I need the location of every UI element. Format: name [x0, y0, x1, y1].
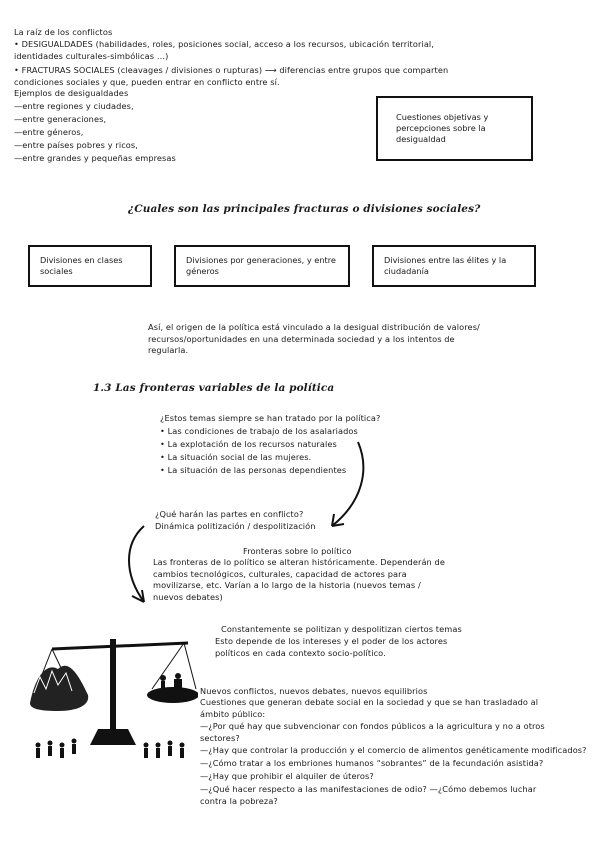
frontiers-text: Las fronteras de lo político se alteran históricamente. Dependerán de cambios tecnológicos, culturales, capacidad de actores para movilizarse, etc. Varían a lo largo de la historia (nuevos temas / nuevos debates) — [153, 557, 445, 602]
debate-question: —¿Cómo tratar a los embriones humanos “sobrantes” de la fecundación asistida? — [200, 758, 544, 768]
bullet-fracturas-line2: condiciones sociales y que, pueden entrar en conflicto entre sí. — [14, 77, 280, 87]
constant-text: Esto depende de los intereses y el poder de los actores políticos en cada contexto socio-político. — [215, 636, 448, 658]
fracture-box-text: Divisiones entre las élites y la ciudadanía — [384, 255, 507, 276]
section-13-heading: 1.3 Las fronteras variables de la política — [93, 382, 335, 394]
example-item: —entre países pobres y ricos, — [14, 140, 138, 150]
fracture-box-text: Divisiones por generaciones, y entre géneros — [186, 255, 336, 276]
topic-bullet: • La explotación de los recursos naturales — [160, 439, 337, 449]
debate-question: —¿Hay que controlar la producción y el comercio de alimentos genéticamente modificados? — [200, 745, 587, 755]
origin-note: Así, el origen de la política está vinculado a la desigual distribución de valores/ recursos/oportunidades en una determinada sociedad y a los intentos de regularla. — [148, 322, 480, 356]
topic-bullet: • La situación de las personas dependientes — [160, 465, 347, 475]
debate-question: —¿Qué hacer respecto a las manifestaciones de odio? —¿Cómo debemos luchar contra la pobreza? — [200, 784, 537, 806]
fracture-box-classes — [28, 245, 152, 287]
example-item: —entre grandes y pequeñas empresas — [14, 153, 176, 163]
fracture-box-elites — [372, 245, 536, 287]
new-conflicts-title: Nuevos conflictos, nuevos debates, nuevos equilibrios — [200, 686, 428, 696]
parties-answer: Dinámica politización / despolitización — [155, 521, 316, 531]
constant-title: Constantemente se politizan y despolitizan ciertos temas — [221, 624, 462, 634]
topic-bullet: • La situación social de las mujeres. — [160, 452, 312, 462]
bullet-fracturas-line1: • FRACTURAS SOCIALES (cleavages / divisiones o rupturas) ⟶ diferencias entre grupos que comparten — [14, 65, 449, 75]
example-item: —entre generaciones, — [14, 114, 107, 124]
section-title: La raíz de los conflictos — [14, 27, 113, 37]
debate-question: —¿Hay que prohibir el alquiler de úteros? — [200, 771, 374, 781]
topic-bullet: • Las condiciones de trabajo de los asalariados — [160, 426, 358, 436]
curved-arrow-icon — [122, 522, 152, 606]
fractures-heading: ¿Cuales son las principales fracturas o divisiones sociales? — [128, 203, 481, 215]
fracture-box-text: Divisiones en clases sociales — [40, 255, 123, 276]
objective-perceptions-text: Cuestiones objetivas y percepciones sobre la desigualdad — [396, 112, 489, 144]
example-item: —entre regiones y ciudades, — [14, 101, 134, 111]
parties-question: ¿Qué harán las partes en conflicto? — [155, 509, 304, 519]
frontiers-title: Fronteras sobre lo político — [243, 546, 352, 556]
curved-arrow-icon — [322, 440, 370, 532]
objective-perceptions-box — [376, 96, 533, 161]
bullet-desigualdades-line1: • DESIGUALDADES (habilidades, roles, posiciones social, acceso a los recursos, ubicación territorial, — [14, 39, 435, 49]
new-conflicts-intro: Cuestiones que generan debate social en la sociedad y que se han trasladado al ámbito público: — [200, 697, 539, 719]
topics-question: ¿Estos temas siempre se han tratado por la política? — [160, 413, 381, 423]
fracture-box-generations — [174, 245, 350, 287]
example-item: —entre géneros, — [14, 127, 84, 137]
examples-title: Ejemplos de desigualdades — [14, 88, 129, 98]
bullet-desigualdades-line2: identidades culturales-simbólicas …) — [14, 51, 169, 61]
debate-question: —¿Por qué hay que subvencionar con fondos públicos a la agricultura y no a otros sectores? — [200, 721, 545, 743]
scale-illustration-icon — [28, 633, 198, 765]
